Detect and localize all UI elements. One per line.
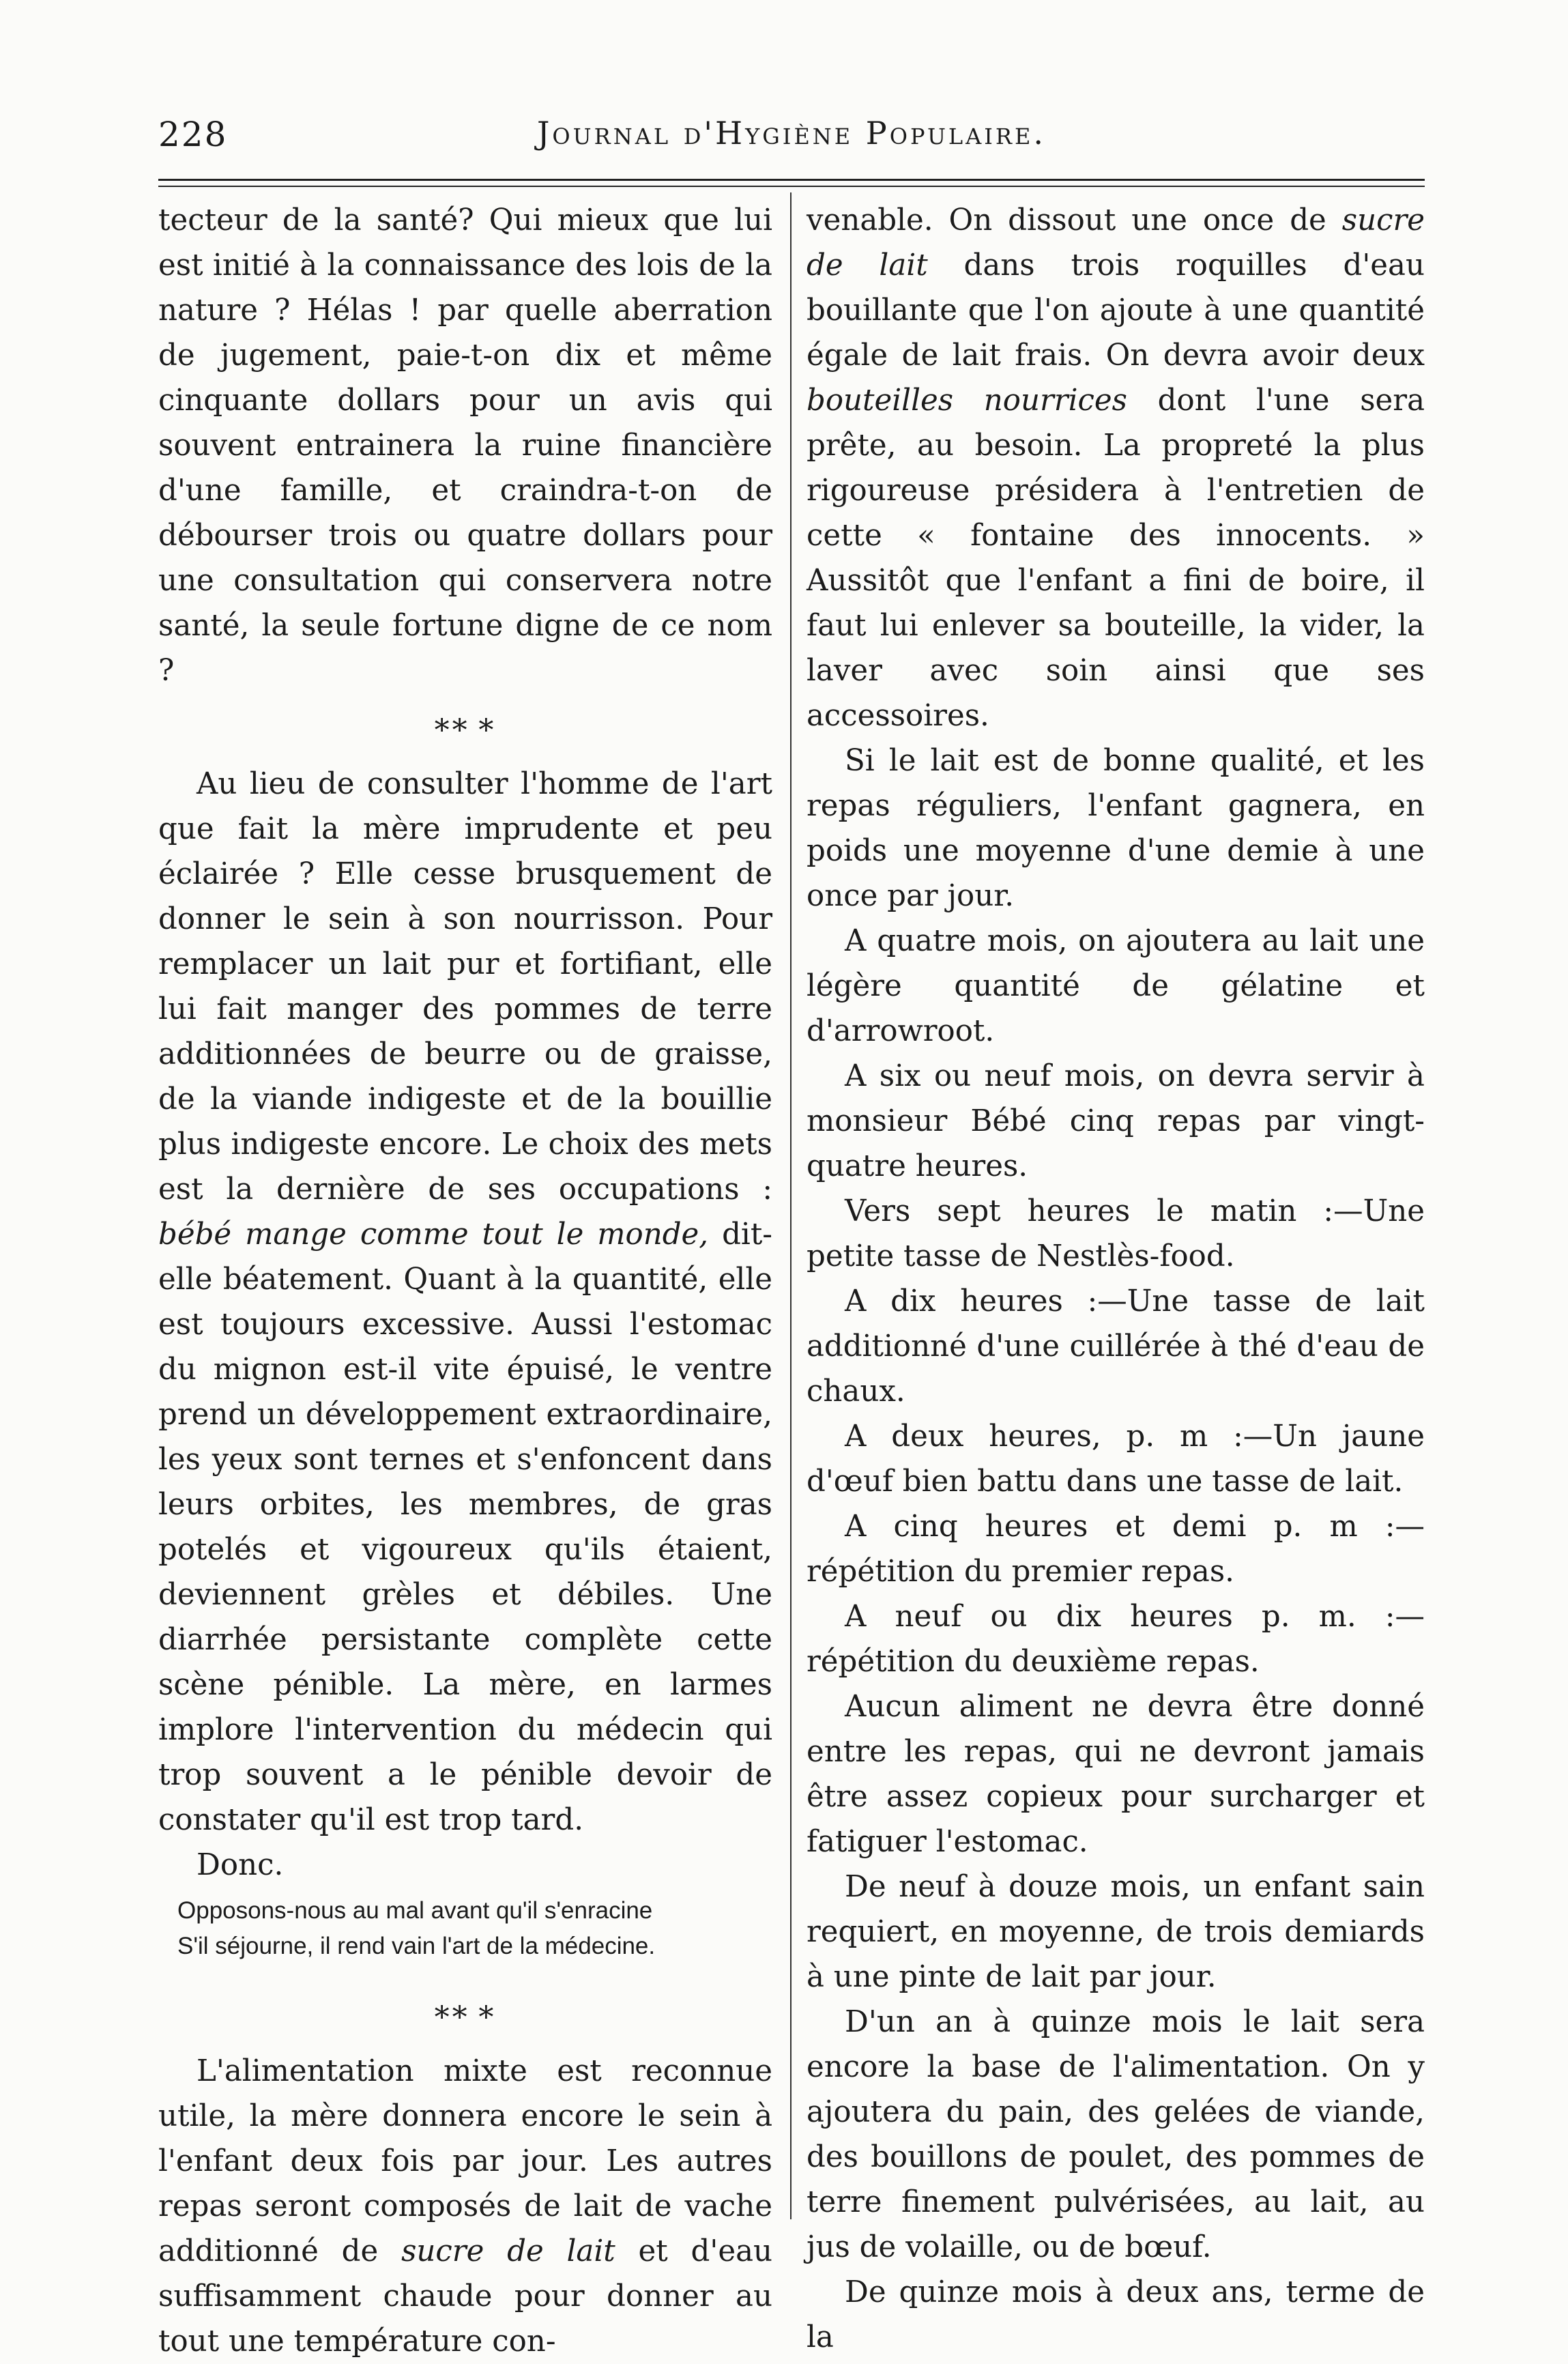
italic-text: bébé mange comme tout le monde, (158, 1217, 709, 1252)
paragraph (807, 198, 1425, 738)
verse-quote (158, 1893, 772, 1964)
italic-text: bouteilles nourrices (807, 384, 1127, 418)
paragraph (158, 762, 772, 1843)
text-run: dont l'une sera prête, au besoin. La propreté la plus rigoureuse présidera à l'entretien de cette « fontaine des innocents. » Aussitôt que l'enfant a fini de boire, il faut lui enlever sa bouteille, la vider, la laver avec soin ainsi que ses accessoires. (807, 384, 1425, 733)
verse-line: S'il séjourne, il rend vain l'art de la médecine. (177, 1933, 656, 1959)
paragraph: A deux heures, p. m :—Un jaune d'œuf bien battu dans une tasse de lait. (807, 1419, 1425, 1499)
column-divider (790, 192, 792, 2219)
section-separator: ** * (434, 2000, 497, 2035)
journal-title: Journal d'Hygiène Populaire. (536, 115, 1046, 152)
text-run: et d'eau suffisamment chaude pour donner au tout une température con- (158, 2234, 773, 2359)
paragraph: A cinq heures et demi p. m :—répétition du premier repas. (807, 1510, 1425, 1589)
paragraph (158, 2049, 772, 2364)
right-column (807, 198, 1425, 2360)
left-column (158, 198, 772, 2364)
paragraph: A dix heures :—Une tasse de lait additionné d'une cuillérée à thé d'eau de chaux. (807, 1284, 1425, 1409)
italic-text: sucre de lait (807, 203, 1425, 283)
text-run: Au lieu de consulter l'homme de l'art que fait la mère imprudente et peu éclairée ? Elle cesse brusquement de donner le sein à son nourrisson. Pour remplacer un lait pur et fortifiant, elle lui fait manger des pommes de terre additionnées de beurre ou de graisse, de la viande indigeste et de la bouillie plus indigeste encore. Le choix des mets est la dernière de ses occupations : (158, 767, 772, 1207)
paragraph: tecteur de la santé? Qui mieux que lui est initié à la connaissance des lois de la nature ? Hélas ! par quelle aberration de jugement, paie-t-on dix et même cinquante dollars pour un avis qui souvent entrainera la ruine financière d'une famille, et craindra-t-on de débourser trois ou quatre dollars pour une consultation qui conservera notre santé, la seule fortune digne de ce nom ? (158, 203, 772, 688)
paragraph: De neuf à douze mois, un enfant sain requiert, en moyenne, de trois demiards à une pinte de lait par jour. (807, 1870, 1425, 1994)
text-run: venable. On dissout une once de (807, 203, 1326, 237)
paragraph: A neuf ou dix heures p. m. :—répétition du deuxième repas. (807, 1600, 1425, 1679)
paragraph: Donc. (197, 1848, 284, 1882)
paragraph: Vers sept heures le matin :—Une petite tasse de Nestlès-food. (807, 1194, 1425, 1273)
text-run: L'alimentation mixte est reconnue utile, la mère donnera encore le sein à l'enfant deux fois par jour. Les autres repas seront composés de lait de vache additionné de (158, 2054, 772, 2268)
header-rule-thin (158, 186, 1425, 187)
header-rule (158, 179, 1425, 181)
paragraph: Aucun aliment ne devra être donné entre les repas, qui ne devront jamais être assez copieux pour surcharger et fatiguer l'estomac. (807, 1690, 1425, 1859)
paragraph: A quatre mois, on ajoutera au lait une légère quantité de gélatine et d'arrowroot. (807, 924, 1425, 1048)
paragraph: A six ou neuf mois, on devra servir à monsieur Bébé cinq repas par vingt-quatre heures. (807, 1059, 1425, 1183)
page-number: 228 (158, 115, 228, 154)
verse-line: Opposons-nous au mal avant qu'il s'enracine (177, 1897, 653, 1924)
paragraph: De quinze mois à deux ans, terme de la (807, 2275, 1425, 2354)
text-run: dit-elle béatement. Quant à la quantité, elle est toujours excessive. Aussi l'estomac du mignon est-il vite épuisé, le ventre prend un développement extraordinaire, les yeux sont ternes et s'enfoncent dans leurs orbites, les membres, de gras potelés et vigoureux qu'ils étaient, deviennent grèles et débiles. Une diarrhée persistante complète cette scène pénible. La mère, en larmes implore l'intervention du médecin qui trop souvent a le pénible devoir de constater qu'il est trop tard. (158, 1217, 772, 1837)
italic-text: sucre de lait (401, 2234, 615, 2268)
section-separator: ** * (434, 713, 497, 748)
paragraph: Si le lait est de bonne qualité, et les repas réguliers, l'enfant gagnera, en poids une moyenne d'une demie à une once par jour. (807, 744, 1425, 913)
page-header (158, 115, 1425, 162)
paragraph: D'un an à quinze mois le lait sera encore la base de l'alimentation. On y ajoutera du pain, des gelées de viande, des bouillons de poulet, des pommes de terre finement pulvérisées, au lait, au jus de volaille, ou de bœuf. (807, 2005, 1425, 2264)
text-run: dans trois roquilles d'eau bouillante que l'on ajoute à une quantité égale de lait frais. On devra avoir deux (807, 248, 1425, 373)
